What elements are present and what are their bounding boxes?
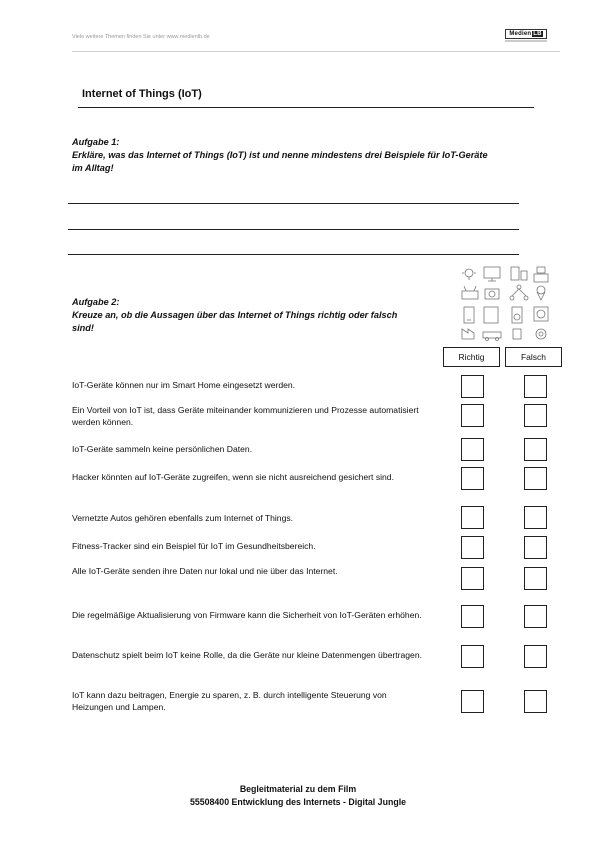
- checkbox-true[interactable]: [461, 690, 484, 713]
- footer-line-1: Begleitmaterial zu dem Film: [239, 784, 357, 794]
- thermostat-icon: [534, 307, 548, 321]
- task2-heading: Aufgabe 2:: [72, 297, 120, 307]
- monitor-icon: [484, 267, 500, 281]
- checkbox-true[interactable]: [461, 506, 484, 529]
- page-footer: [0, 783, 596, 809]
- watch-icon: [513, 329, 521, 339]
- network-icon: [510, 285, 528, 300]
- speaker-icon: [512, 307, 522, 323]
- camera-icon: [485, 289, 499, 299]
- statement-text: Fitness-Tracker sind ein Beispiel für IoT im Gesundheitsbereich.: [72, 541, 316, 551]
- logo-text: Medien: [509, 31, 532, 37]
- factory-icon: [462, 329, 474, 339]
- checkbox-false[interactable]: [524, 438, 547, 461]
- checkbox-false[interactable]: [524, 645, 547, 668]
- publisher-logo: [505, 29, 547, 39]
- header-note: Viele weitere Themen finden Sie unter www.medienlb.de: [72, 34, 210, 40]
- statement-text: IoT kann dazu beitragen, Energie zu sparen, z. B. durch intelligente Steuerung von Heizungen und Lampen.: [72, 690, 387, 712]
- checkbox-true[interactable]: [461, 467, 484, 490]
- checkbox-true[interactable]: [461, 404, 484, 427]
- router-icon: [462, 286, 478, 299]
- logo-underline: [505, 40, 547, 42]
- answer-line[interactable]: [68, 254, 519, 255]
- phone-icon: [464, 307, 474, 323]
- statement-text: Datenschutz spielt beim IoT keine Rolle, da die Geräte nur kleine Datenmengen übertragen.: [72, 650, 423, 660]
- task1-prompt: Erkläre, was das Internet of Things (IoT) ist und nenne mindestens drei Beispiele für IoT-Geräte im Alltag!: [72, 150, 488, 173]
- statement-text: IoT-Geräte sammeln keine persönlichen Daten.: [72, 444, 253, 454]
- checkbox-true[interactable]: [461, 438, 484, 461]
- iot-icons-illustration: [459, 265, 555, 341]
- statement-text: IoT-Geräte können nur im Smart Home eingesetzt werden.: [72, 380, 296, 390]
- column-header-true: Richtig: [443, 347, 500, 367]
- devices-icon: [511, 267, 527, 280]
- checkbox-false[interactable]: [524, 467, 547, 490]
- statement-text: Alle IoT-Geräte senden ihre Daten nur lokal und nie über das Internet.: [72, 566, 338, 576]
- task2-prompt: Kreuze an, ob die Aussagen über das Internet of Things richtig oder falsch sind!: [72, 310, 398, 333]
- checkbox-true[interactable]: [461, 645, 484, 668]
- checkbox-false[interactable]: [524, 605, 547, 628]
- checkbox-false[interactable]: [524, 506, 547, 529]
- checkbox-true[interactable]: [461, 567, 484, 590]
- checkbox-false[interactable]: [524, 375, 547, 398]
- tablet-icon: [484, 307, 498, 323]
- answer-line[interactable]: [68, 203, 519, 204]
- task1-heading: Aufgabe 1:: [72, 137, 120, 147]
- footer-line-2: 55508400 Entwicklung des Internets - Digital Jungle: [189, 797, 407, 807]
- location-icon: [537, 286, 545, 300]
- checkbox-false[interactable]: [524, 536, 547, 559]
- column-header-false: Falsch: [505, 347, 562, 367]
- statement-text: Vernetzte Autos gehören ebenfalls zum Internet of Things.: [72, 513, 294, 523]
- checkbox-true[interactable]: [461, 605, 484, 628]
- page-title: Internet of Things (IoT): [82, 88, 202, 100]
- checkbox-true[interactable]: [461, 536, 484, 559]
- lightbulb-icon: [462, 269, 476, 280]
- robot-icon: [534, 267, 548, 282]
- checkbox-false[interactable]: [524, 690, 547, 713]
- checkbox-true[interactable]: [461, 375, 484, 398]
- header-divider: [72, 51, 560, 52]
- statement-text: Hacker könnten auf IoT-Geräte zugreifen, wenn sie nicht ausreichend gesichert sind.: [72, 472, 394, 482]
- statement-text: Die regelmäßige Aktualisierung von Firmware kann die Sicherheit von IoT-Geräten erhöhen.: [72, 610, 422, 620]
- logo-badge: LB: [533, 31, 542, 37]
- car-icon: [483, 332, 501, 341]
- checkbox-false[interactable]: [524, 567, 547, 590]
- statement-text: Ein Vorteil von IoT ist, dass Geräte miteinander kommunizieren und Prozesse automatisiert werden können.: [72, 405, 419, 427]
- answer-line[interactable]: [68, 229, 519, 230]
- checkbox-false[interactable]: [524, 404, 547, 427]
- gear-icon: [536, 329, 546, 339]
- title-underline: [78, 107, 534, 108]
